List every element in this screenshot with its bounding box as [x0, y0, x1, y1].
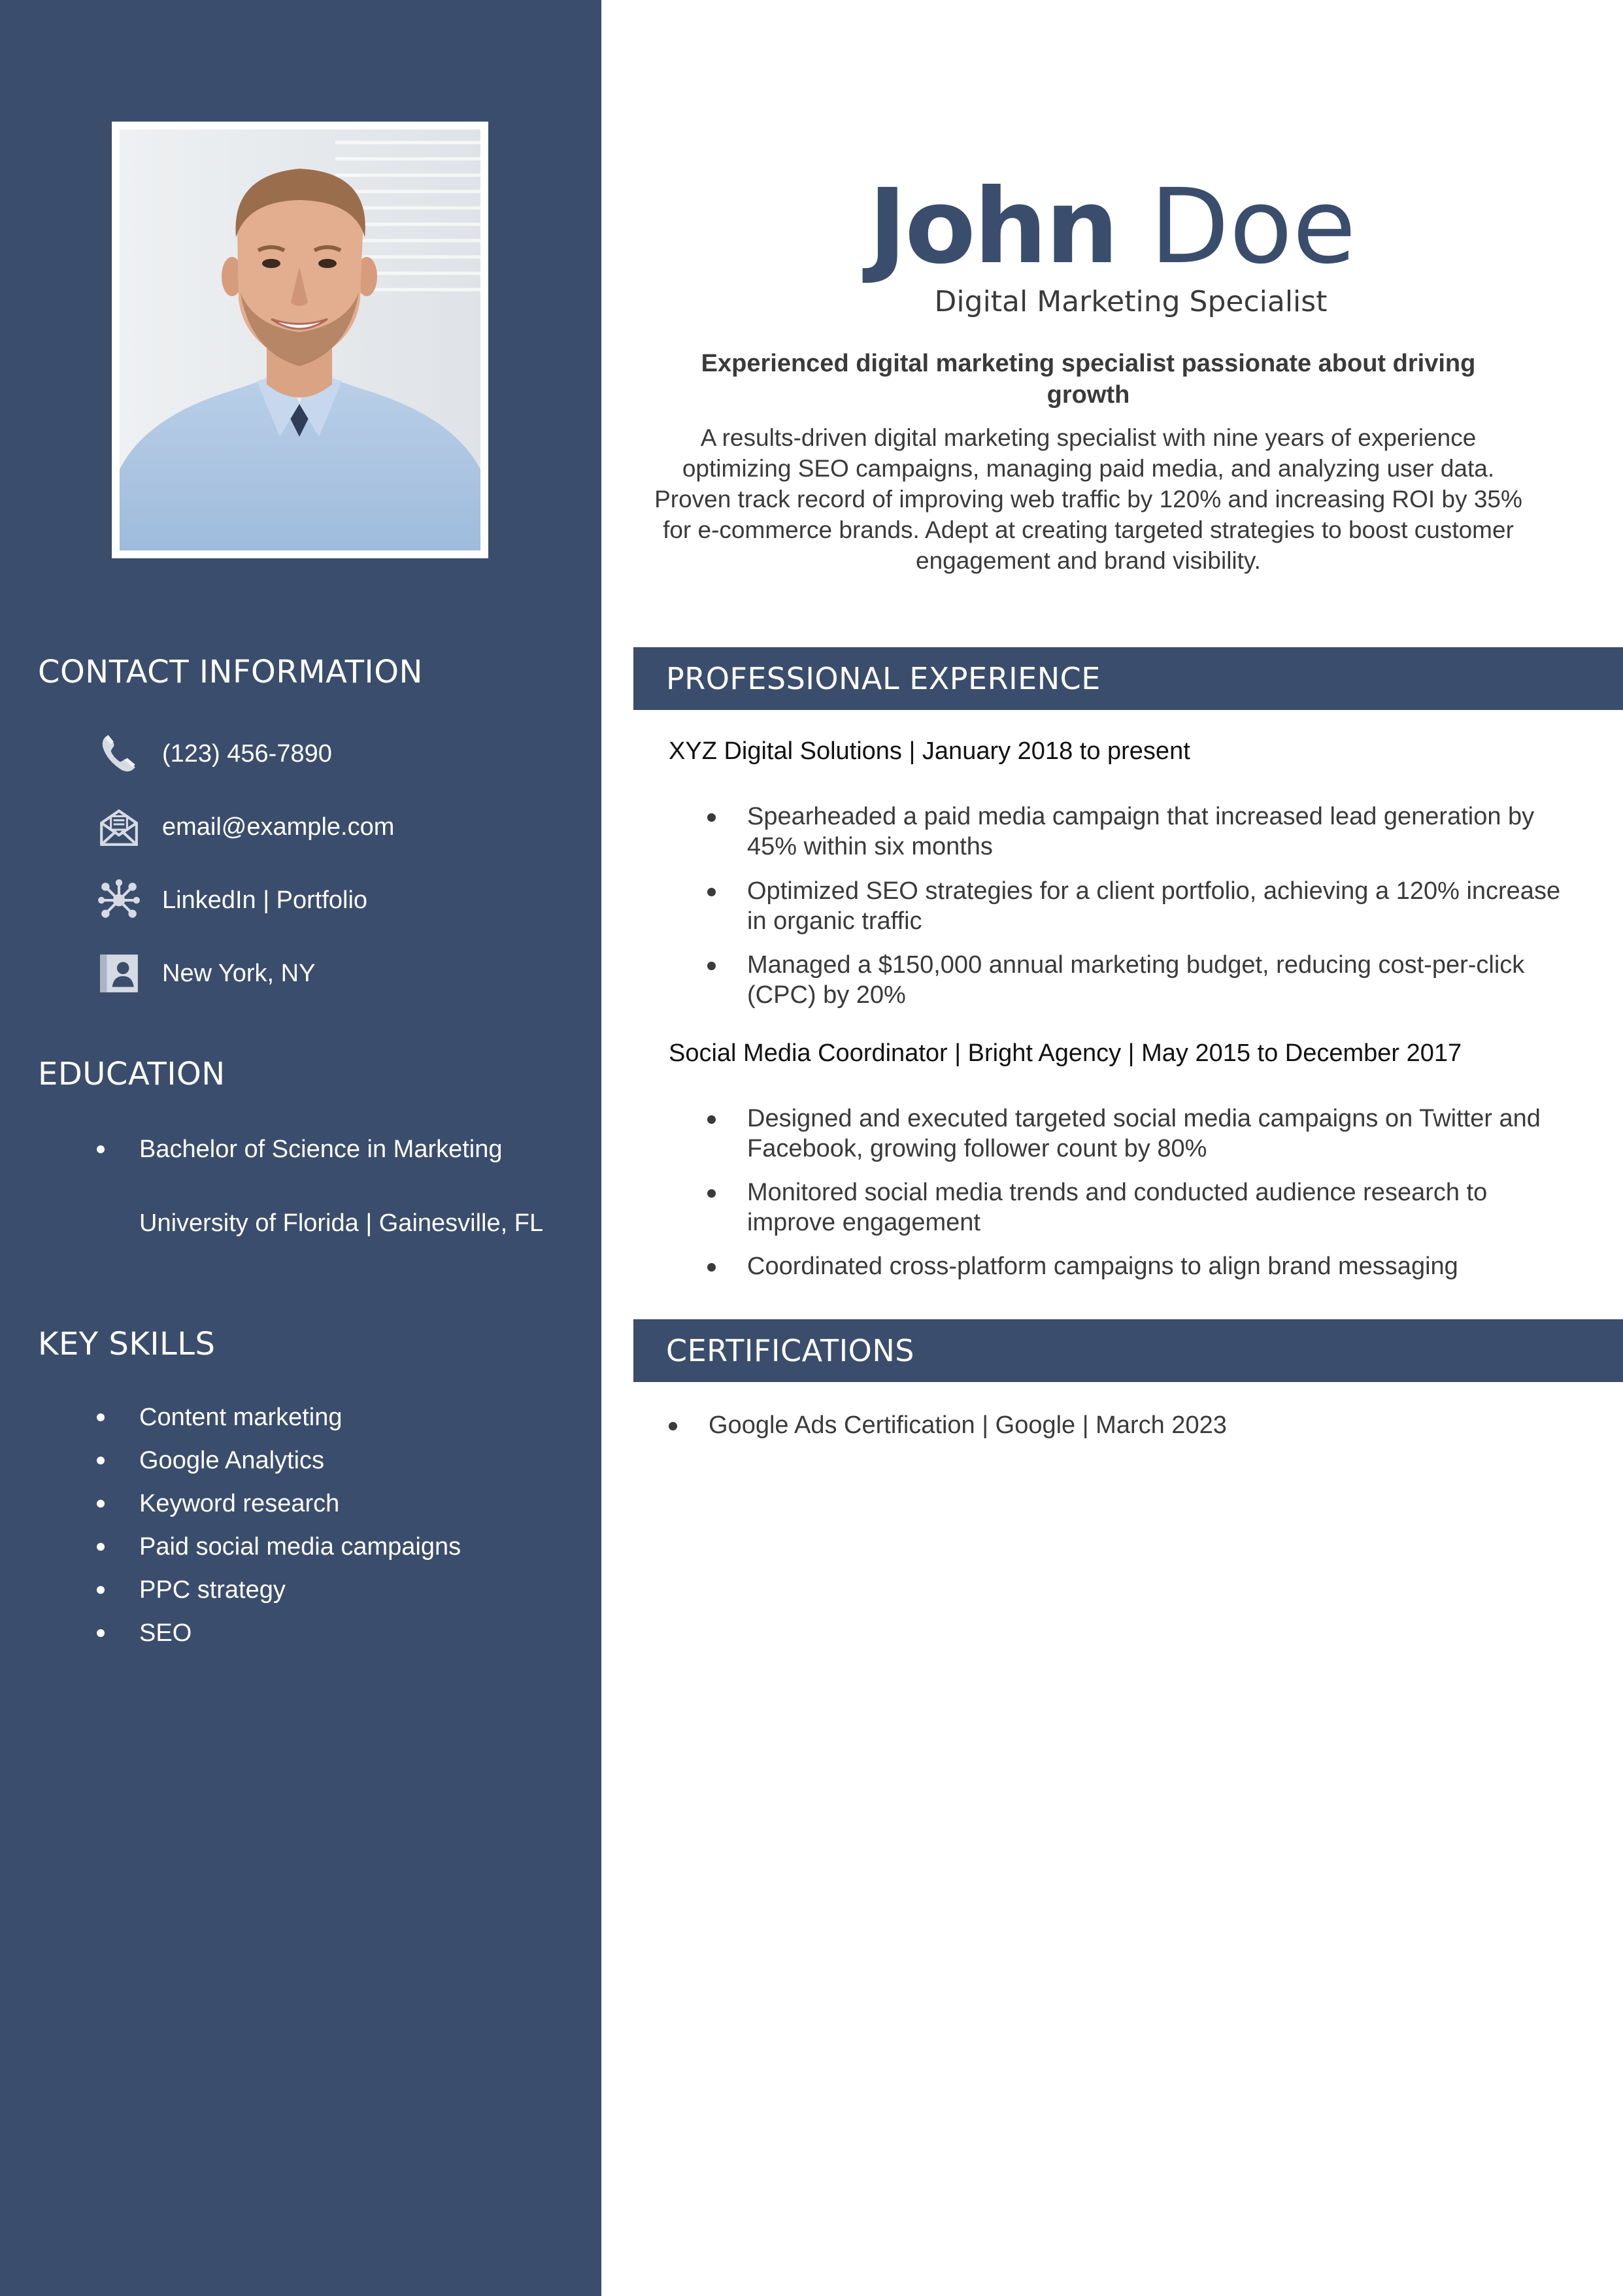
profile-photo — [120, 129, 480, 550]
bullet — [97, 1586, 105, 1594]
skill-item: Keyword research — [139, 1490, 340, 1517]
contact-email — [95, 804, 394, 850]
network-icon — [95, 877, 142, 924]
bullet — [97, 1457, 105, 1464]
bullet — [97, 1500, 105, 1508]
job-2-bullet-2: Monitored social media trends and conducted audience research to improve engagement — [747, 1179, 1488, 1236]
phone-number[interactable]: (123) 456-7890 — [162, 739, 332, 768]
sidebar — [0, 0, 601, 2296]
bullet — [707, 888, 716, 896]
experience-heading-label: PROFESSIONAL EXPERIENCE — [666, 661, 1101, 696]
skill-item: Paid social media campaigns — [139, 1533, 461, 1561]
job-title-2: Social Media Coordinator | Bright Agency | May 2015 to December 2017 — [669, 1039, 1462, 1067]
bullet — [97, 1145, 105, 1153]
job-2-bullet-1: Designed and executed targeted social media campaigns on Twitter and Facebook, growing follower count by 80% — [747, 1105, 1541, 1162]
bullet — [97, 1543, 105, 1551]
linkedin-portfolio-link[interactable]: LinkedIn | Portfolio — [162, 886, 368, 914]
last-name: Doe — [1150, 167, 1356, 287]
education-degree: Bachelor of Science in Marketing — [139, 1136, 503, 1163]
profile-photo-frame — [112, 122, 488, 558]
contact-links — [95, 877, 367, 923]
bullet — [707, 962, 716, 970]
tagline: Experienced digital marketing specialist passionate about driving growth — [701, 350, 1476, 409]
envelope-icon — [95, 803, 142, 851]
contact-phone — [95, 731, 332, 777]
skill-item: Content marketing — [139, 1404, 343, 1431]
education-heading: EDUCATION — [38, 1056, 226, 1092]
phone-icon — [95, 730, 142, 777]
email-address[interactable]: email@example.com — [162, 813, 395, 841]
job-title: Digital Marketing Specialist — [934, 285, 1328, 318]
experience-heading — [633, 647, 1623, 710]
contact-heading: CONTACT INFORMATION — [38, 654, 423, 690]
name-heading — [601, 167, 1623, 287]
job-1-bullet-3: Managed a $150,000 annual marketing budget, reducing cost-per-click (CPC) by 20% — [747, 951, 1525, 1009]
education-school: University of Florida | Gainesville, FL — [139, 1209, 544, 1237]
skills-heading: KEY SKILLS — [38, 1326, 216, 1362]
summary-paragraph: A results-driven digital marketing specialist with nine years of experience optimizing SEO campaigns, managing paid media, and analyzing user data. Proven track record of improving web traffic by 120% and increasing ROI by 35% for e-commerce brands. Adept at creating targeted strategies to boost customer engagement and brand visibility. — [654, 424, 1522, 574]
bullet — [97, 1629, 105, 1637]
skill-item: SEO — [139, 1619, 192, 1647]
job-1-bullet-1: Spearheaded a paid media campaign that increased lead generation by 45% within six months — [747, 803, 1535, 860]
first-name: John — [868, 167, 1117, 287]
job-title-1: XYZ Digital Solutions | January 2018 to present — [669, 737, 1190, 765]
bullet — [97, 1413, 105, 1421]
bullet — [669, 1422, 677, 1430]
bullet — [707, 1115, 716, 1124]
location: New York, NY — [162, 959, 316, 987]
skill-item: PPC strategy — [139, 1576, 286, 1604]
skill-item: Google Analytics — [139, 1447, 325, 1474]
certifications-heading-label: CERTIFICATIONS — [666, 1333, 914, 1368]
contact-location — [95, 951, 315, 996]
certification-item: Google Ads Certification | Google | March 2023 — [709, 1411, 1227, 1439]
bullet — [707, 813, 716, 822]
bullet — [707, 1189, 716, 1198]
job-2-bullet-3: Coordinated cross-platform campaigns to align brand messaging — [747, 1253, 1458, 1280]
contact-card-icon — [95, 950, 142, 997]
certifications-heading — [633, 1319, 1623, 1382]
bullet — [707, 1263, 716, 1272]
job-1-bullet-2: Optimized SEO strategies for a client portfolio, achieving a 120% increase in organic traffic — [747, 877, 1561, 935]
